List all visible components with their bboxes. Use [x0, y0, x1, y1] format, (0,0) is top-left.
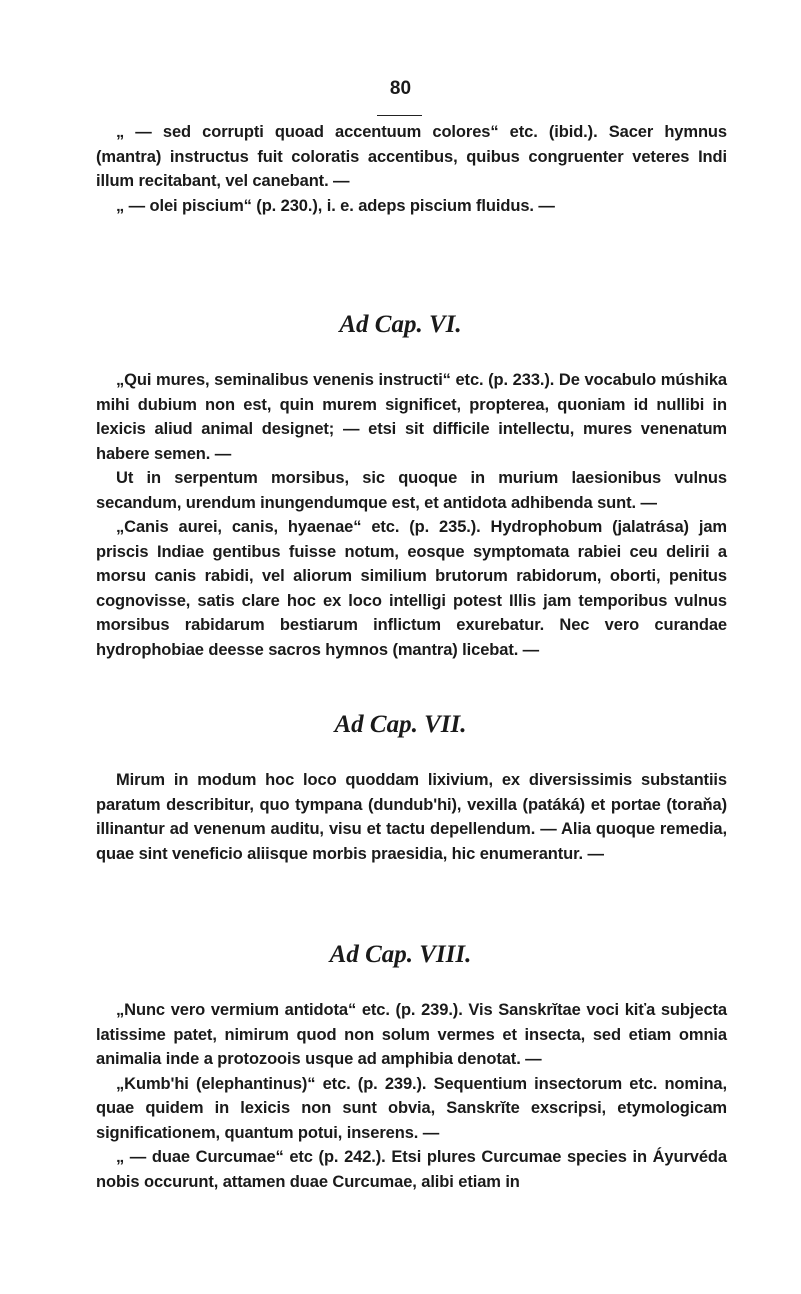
- section-text-cap-viii: [96, 998, 727, 1194]
- intro-text: [96, 120, 727, 218]
- paragraph: „Qui mures, seminalibus venenis instructi“ etc. (p. 233.). De vocabulo múshika mihi dubium non est, quin murem significet, propterea, quoniam id nullibi in lexicis aliud animal designet; — etsi sit difficile intellectu, mures venenatum habere semen. —: [96, 371, 727, 463]
- paragraph: „Nunc vero vermium antidota“ etc. (p. 239.). Vis Sanskrĭtae voci kiťa subjecta latissime patet, nimirum quod non solum vermes et insecta, sed etiam omnia animalia inde a protozoois usque ad amphibia denotat. —: [96, 1001, 727, 1068]
- paragraph: „ — olei piscium“ (p. 230.), i. e. adeps piscium fluidus. —: [116, 196, 555, 215]
- section-heading-cap-vi: Ad Cap. VI.: [339, 311, 462, 338]
- page-number: 80: [389, 78, 412, 99]
- section-heading-cap-viii: Ad Cap. VIII.: [329, 941, 472, 968]
- paragraph: Ut in serpentum morsibus, sic quoque in murium laesionibus vulnus secandum, urendum inungendumque est, et antidota adhibenda sunt. —: [96, 469, 727, 512]
- section-text-cap-vi: [96, 368, 727, 662]
- section-text-cap-vii: [96, 768, 727, 866]
- paragraph: „ — sed corrupti quoad accentuum colores“ etc. (ibid.). Sacer hymnus (mantra) instructus fuit coloratis accentibus, quibus congruenter veteres Indi illum recitabant, vel canebant. —: [96, 123, 727, 190]
- paragraph: „Canis aurei, canis, hyaenae“ etc. (p. 235.). Hydrophobum (jalatrása) jam priscis Indiae gentibus fuisse notum, eosque symptomata rabiei ceu delirii a morsu canis rabidi, vel aliorum similium brutorum rabidorum, oborti, penitus cognovisse, satis clare hoc ex loco intelligi potest Illis jam temporibus vulnus morsibus rabidarum bestiarum inflictum exurebatur. Nec vero curandae hydrophobiae deesse sacros hymnos (mantra) licebat. —: [96, 518, 727, 659]
- section-heading-cap-vii: Ad Cap. VII.: [334, 711, 467, 738]
- paragraph: „Kumb'hi (elephantinus)“ etc. (p. 239.). Sequentium insectorum etc. nomina, quae quidem in lexicis non sunt obvia, Sanskrĭte exscripsi, etymologicam significationem, quantum potui, inserens. —: [96, 1074, 727, 1142]
- paragraph: „ — duae Curcumae“ etc (p. 242.). Etsi plures Curcumae species in Áyurvéda nobis occurunt, attamen duae Curcumae, alibi etiam in: [96, 1148, 727, 1191]
- paragraph: Mirum in modum hoc loco quoddam lixivium, ex diversissimis substantiis paratum describitur, quo tympana (dundub'hi), vexilla (patáká) et portae (toraňa) illinantur ad venenum auditu, visu et tactu depellendum. — Alia quoque remedia, quae sint veneficio aliisque morbis praesidia, hic enumerantur. —: [96, 771, 727, 863]
- header-rule: [377, 115, 422, 116]
